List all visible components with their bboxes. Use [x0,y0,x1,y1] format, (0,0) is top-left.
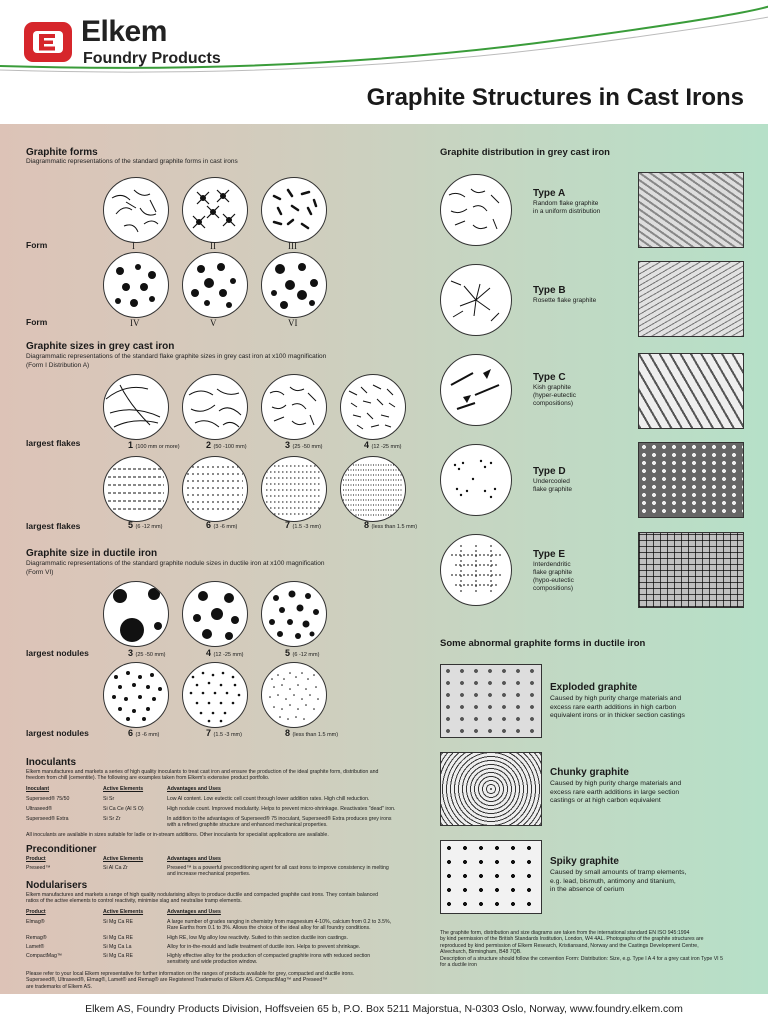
brand-subtitle: Foundry Products [83,50,221,67]
micrograph-image [638,261,744,337]
nodule-diagram [182,662,248,728]
table-header: Advantages and Uses [167,786,221,792]
table-cell: In addition to the advantages of Superseed® 75 inoculant, Superseed® Extra produces grey irons with a refined graphite structure and enhanced mechanical properties. [167,816,392,829]
table-cell: Superseed® 75/50 [26,796,70,802]
micrograph-image [638,532,744,608]
size-label: 3 (25 -50 mm) [285,440,323,450]
brand-name: Elkem [81,15,167,48]
table-cell: Preseed™ [26,865,51,871]
micrograph-image [638,353,744,429]
type-title: Type A [533,188,566,199]
table-cell: Si Sr Zr [103,816,121,822]
distribution-heading: Graphite distribution in grey cast iron [440,147,610,158]
size-diagram [261,456,327,522]
sizes-description-2: (Form I Distribution A) [26,362,90,369]
micrograph-image [440,664,542,738]
inoculants-intro: Elkem manufactures and markets a series of high quality inoculants to treat cast iron and ensure the production of the ideal graphite form, distribution and freedom from chill (cementite). The following are examples taken from Elkem's extensive product portfolio. [26,769,379,782]
page-title: Graphite Structures in Cast Irons [366,84,744,111]
table-header: Active Elements [103,856,144,862]
form-diagram [103,252,169,318]
nodule-size-label: 6 (3 -6 mm) [128,728,160,738]
abnormal-description: Caused by high purity charge materials and excess rare earth additions in high carbon equivalent irons or in thicker section castings [550,695,685,720]
nodules-row-label: largest nodules [26,728,89,738]
table-cell: Preseed™ is a powerful preconditioning agent for all cast irons to improve consistency in melting and increase mechanical properties. [167,865,389,878]
table-header: Inoculant [26,786,50,792]
form-numeral: III [288,241,297,251]
abnormal-heading: Some abnormal graphite forms in ductile iron [440,638,646,649]
credits-text: The graphite form, distribution and size diagrams are taken from the international standard EN ISO 945:1994 by kind permission of the British Standards Institution, London, W4 4AL. Photographs of the graphite structures are reproduced by kind permission of Elkem Research, Kristiansand, Norway and the Castings Development Centre, Alvechurch, Birmingham, B48 7QB. Description of a structure should follow the convention Form: Distribution: Size, e.g. Type I A 4 for a grey cast iron Type VI 5 for a ductile iron [440,930,723,969]
table-cell: Lamet® [26,944,45,950]
table-cell: Si Mg Ca La [103,944,132,950]
table-cell: Highly effective alloy for the production of compacted graphite irons with reduced section sensitivity and wide production window. [167,953,371,966]
size-diagram [340,456,406,522]
size-label: 8 (less than 1.5 mm) [364,520,418,530]
nodule-diagram [103,581,169,647]
size-label: 1 (100 mm or more) [128,440,180,450]
form-row-label: Form [26,317,48,327]
sizes-row-label: largest flakes [26,438,81,448]
form-numeral: IV [130,318,140,328]
table-cell: Low Al content. Low eutectic cell count through lower addition rates. High chill reduction. [167,796,370,802]
type-description: Rosette flake graphite [533,297,597,304]
type-description: Interdendritic flake graphite (hypo-eutectic compositions) [533,561,574,592]
table-cell: Si Ca Ce (Al S O) [103,806,144,812]
size-diagram [103,456,169,522]
table-header: Product [26,909,46,915]
type-description: Undercooled flake graphite [533,478,573,493]
form-numeral: VI [288,318,298,328]
table-cell: High nodule count. Improved modularity. Helps to prevent micro-shrinkage. Reactivates "dead" iron. [167,806,396,812]
distribution-diagram [440,174,512,246]
table-cell: Elmag® [26,919,45,925]
ductile-description-2: (Form VI) [26,569,54,576]
form-numeral: II [210,241,216,251]
ductile-description: Diagrammatic representations of the standard graphite nodule sizes in ductile iron at x100 magnification [26,560,325,567]
form-row-label: Form [26,240,48,250]
sizes-heading: Graphite sizes in grey cast iron [26,341,175,352]
preconditioner-heading: Preconditioner [26,844,97,855]
table-header: Advantages and Uses [167,856,221,862]
nodule-diagram [261,662,327,728]
size-label: 4 (12 -25 mm) [364,440,402,450]
footer-address: Elkem AS, Foundry Products Division, Hoffsveien 65 b, P.O. Box 5211 Majorstua, N-0303 Oslo, Norway, www.foundry.elkem.com [0,994,768,1024]
trademark-footnote: Please refer to your local Elkem representative for further information on the ranges of products available for grey, compacted and ductile irons. Superseed®, Ultraseed®, Elmag®, Lamet® and Remag® are Registered Trademarks of Elkem AS. CompactMag™ and Preseed™ are trademarks of Elkem AS. [26,971,355,990]
table-cell: A large number of grades ranging in chemistry from magnesium 4-10%, calcium from 0.2 to 3.5%, Rare Earths from 0.1 to 3%. Allows the choice of the ideal alloy for all foundry conditions. [167,919,392,932]
form-diagram [103,177,169,243]
inoculants-heading: Inoculants [26,757,77,768]
nodules-row-label: largest nodules [26,648,89,658]
micrograph-image [638,172,744,248]
nodularisers-intro: Elkem manufactures and markets a range of high quality nodularising alloys to produce ductile and compacted graphite cast irons. They contain balanced ratios of the active elements to control reactivity, minimise slag and neutralise tramp elements. [26,892,378,905]
form-numeral: V [210,318,217,328]
distribution-diagram [440,264,512,336]
table-cell: Si Al Ca Zr [103,865,128,871]
abnormal-description: Caused by small amounts of tramp elements, e.g. lead, bismuth, antimony and titanium, in the absence of cerium [550,869,687,894]
size-label: 2 (50 -100 mm) [206,440,247,450]
table-header: Product [26,856,46,862]
inoculants-note: All inoculants are available in sizes suitable for ladle or in-stream additions. Other inoculants for specialist applications are available. [26,832,329,838]
type-description: Kish graphite (hyper-eutectic compositions) [533,384,576,407]
type-title: Type B [533,285,566,296]
table-header: Active Elements [103,909,144,915]
size-diagram [103,374,169,440]
size-diagram [261,374,327,440]
table-cell: Si Mg Ca RE [103,953,133,959]
ductile-heading: Graphite size in ductile iron [26,548,158,559]
form-diagram [182,252,248,318]
form-numeral: I [132,241,135,251]
nodule-size-label: 7 (1.5 -3 mm) [206,728,242,738]
type-title: Type D [533,466,566,477]
size-label: 5 (6 -12 mm) [128,520,163,530]
table-cell: Remag® [26,935,47,941]
size-label: 7 (1.5 -3 mm) [285,520,321,530]
sizes-description: Diagrammatic representations of the standard flake graphite sizes in grey cast iron at x100 magnification [26,353,327,360]
table-cell: Alloy for in-the-mould and ladle treatment of ductile iron. Helps to prevent shrinkage. [167,944,361,950]
table-cell: Superseed® Extra [26,816,69,822]
table-cell: Si Mg Ca RE [103,919,133,925]
form-diagram [182,177,248,243]
size-label: 6 (3 -6 mm) [206,520,238,530]
distribution-diagram [440,444,512,516]
type-title: Type C [533,372,566,383]
type-title: Type E [533,549,566,560]
forms-description: Diagrammatic representations of the standard graphite forms in cast irons [26,158,238,165]
nodule-diagram [261,581,327,647]
nodule-size-label: 5 (6 -12 mm) [285,648,320,658]
abnormal-title: Spiky graphite [550,856,619,867]
size-diagram [340,374,406,440]
nodule-diagram [103,662,169,728]
elkem-logo [24,22,72,62]
size-diagram [182,374,248,440]
table-cell: Si Sr [103,796,115,802]
nodule-size-label: 4 (12 -25 mm) [206,648,244,658]
nodule-size-label: 3 (25 -50 mm) [128,648,166,658]
type-description: Random flake graphite in a uniform distribution [533,200,601,215]
header [0,0,768,124]
nodularisers-heading: Nodularisers [26,880,88,891]
distribution-diagram [440,534,512,606]
table-header: Active Elements [103,786,144,792]
micrograph-image [440,752,542,826]
table-cell: CompactMag™ [26,953,63,959]
abnormal-title: Exploded graphite [550,682,638,693]
abnormal-title: Chunky graphite [550,767,629,778]
table-cell: Ultraseed® [26,806,53,812]
distribution-diagram [440,354,512,426]
size-diagram [182,456,248,522]
table-cell: High RE, low Mg alloy low reactivity. Suited to thin section ductile iron castings. [167,935,348,941]
sizes-row-label: largest flakes [26,521,81,531]
form-diagram [261,177,327,243]
table-header: Advantages and Uses [167,909,221,915]
table-cell: Si Mg Ca RE [103,935,133,941]
micrograph-image [638,442,744,518]
forms-heading: Graphite forms [26,147,98,158]
form-diagram [261,252,327,318]
poster-body [0,124,768,994]
abnormal-description: Caused by high purity charge materials and excess rare earth additions in large section castings or at high carbon equivalent [550,780,682,805]
micrograph-image [440,840,542,914]
nodule-diagram [182,581,248,647]
nodule-size-label: 8 (less than 1.5 mm) [285,728,339,738]
